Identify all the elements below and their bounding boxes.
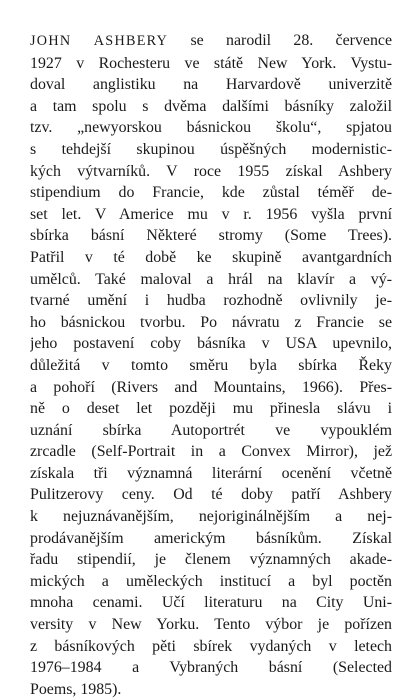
text-line: tzv. „newyorskou básnickou školu“, spjatou [30,119,392,137]
text-line: získala tři významná literární ocenění včetně [30,464,392,482]
text-line: k nejuznávanějším, nejoriginálnějším a nej- [30,508,392,526]
text-line: důležitá v tomto směru byla sbírka Řeky [30,356,392,374]
text-line: řadu stipendií, je členem významných akade- [30,551,392,569]
text-line: versity v New Yorku. Tento výbor je pořízen [30,616,392,634]
text-line: Pulitzerovy ceny. Od té doby patří Ashbery [30,486,392,504]
text-line: a pohoří (Rivers and Mountains, 1966). Přes- [30,378,392,396]
text-line: mnoha cenami. Učí literaturu na City Uni- [30,594,392,612]
text-line: 1976–1984 a Vybraných básní (Selected [30,659,392,677]
text-line: tvarné umění i hudba rozhodně ovlivnily je- [30,292,392,310]
text-line: stipendium do Francie, kde zůstal téměř de- [30,184,392,202]
text-line: umělců. Také maloval a hrál na klavír a vý- [30,270,392,288]
text-line: zrcadle (Self-Portrait in a Convex Mirror), jež [30,443,392,461]
text-line: prodávanějším americkým básníkům. Získal [30,529,392,547]
text-line-fragment: se narodil 28. července [168,32,392,49]
text-line: Patřil v té době ke skupině avantgardních [30,248,392,266]
text-line: 1927 v Rochesteru ve státě New York. Vystu- [30,54,392,72]
text-line: ně o deset let později mu přinesla slávu i [30,400,392,418]
text-line: uznání sbírka Autoportrét ve vypouklém [30,421,392,439]
author-name: JOHN ASHBERY [30,33,169,49]
text-line: ho básnickou tvorbu. Po návratu z Francie se [30,313,392,331]
text-line: sbírka básní Některé stromy (Some Trees). [30,227,392,245]
text-line: a tam spolu s dvěma dalšími básníky založil [30,97,392,115]
text-line: z básníkových pěti sbírek vydaných v letech [30,637,392,655]
text-line: doval anglistiku na Harvardově univerzitě [30,76,392,94]
text-line [30,30,392,53]
text-line: jeho postavení coby básníka v USA upevnilo, [30,335,392,353]
text-line: mických a uměleckých institucí a byl poctěn [30,572,392,590]
text-line: set let. V Americe mu v r. 1956 vyšla první [30,205,392,223]
biography-paragraph [30,30,392,700]
text-line: kých výtvarníků. V roce 1955 získal Ashbery [30,162,392,180]
text-line: Poems, 1985). [30,680,122,698]
text-line: s tehdejší skupinou úspěšných modernistic- [30,140,392,158]
